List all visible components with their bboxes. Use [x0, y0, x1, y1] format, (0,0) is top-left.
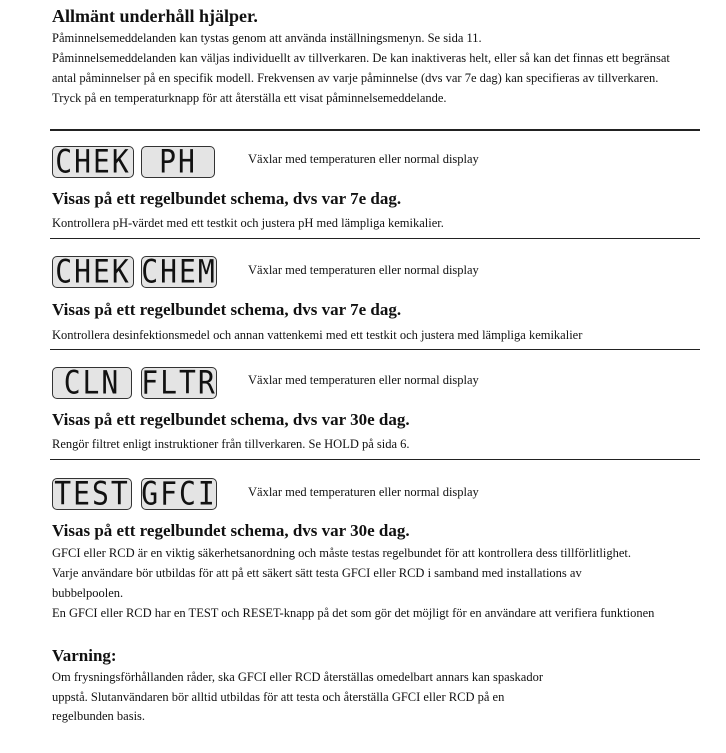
- lcd-display-right: CHEM: [141, 252, 217, 291]
- section-desc-line-2: Varje användare bör utbildas för att på ett säkert sätt testa GFCI eller RCD i samband med installations av: [52, 566, 582, 580]
- section-divider: [50, 129, 700, 131]
- intro-line-2: Påminnelsemeddelanden kan väljas individuellt av tillverkaren. De kan inaktiveras helt, eller så kan det finnas ett begränsat: [52, 51, 670, 65]
- page-title: Allmänt underhåll hjälper.: [52, 6, 258, 26]
- lcd-note: Växlar med temperaturen eller normal display: [248, 263, 479, 277]
- section-desc: Kontrollera pH-värdet med ett testkit och justera pH med lämpliga kemikalier.: [52, 216, 444, 230]
- section-desc-line-3: bubbelpoolen.: [52, 586, 124, 600]
- section-heading: Visas på ett regelbundet schema, dvs var 7e dag.: [52, 300, 402, 319]
- lcd-note: Växlar med temperaturen eller normal display: [248, 485, 479, 499]
- section-divider: [50, 238, 700, 239]
- section-heading: Visas på ett regelbundet schema, dvs var 30e dag.: [52, 410, 410, 429]
- section-desc: Rengör filtret enligt instruktioner från tillverkaren. Se HOLD på sida 6.: [52, 437, 410, 451]
- warning-line-2: uppstå. Slutanvändaren bör alltid utbildas för att testa och återställa GFCI eller RCD på en: [52, 690, 505, 704]
- lcd-note: Växlar med temperaturen eller normal display: [248, 373, 479, 387]
- lcd-display-right: GFCI: [141, 474, 217, 513]
- lcd-display-right: FLTR: [141, 363, 217, 402]
- lcd-note: Växlar med temperaturen eller normal display: [248, 152, 479, 166]
- lcd-display-left: CLN: [52, 367, 132, 399]
- section-desc: Kontrollera desinfektionsmedel och annan vattenkemi med ett testkit och justera med lämpliga kemikalier: [52, 328, 583, 342]
- intro-line-1: Påminnelsemeddelanden kan tystas genom att använda inställningsmenyn. Se sida 11.: [52, 31, 482, 45]
- section-divider: [50, 459, 700, 460]
- section-heading: Visas på ett regelbundet schema, dvs var 30e dag.: [52, 521, 410, 540]
- warning-line-3: regelbunden basis.: [52, 709, 146, 723]
- section-divider: [50, 349, 700, 350]
- intro-line-3: antal påminnelser på en specifik modell. Frekvensen av varje påminnelse (dvs var 7e dag) kan specifieras av tillverkaren.: [52, 71, 659, 85]
- section-desc-line-4: En GFCI eller RCD har en TEST och RESET-knapp på det som gör det möjligt för en användare att verifiera funktionen: [52, 606, 655, 620]
- lcd-display-left: CHEK: [52, 146, 134, 178]
- section-desc-line-1: GFCI eller RCD är en viktig säkerhetsanordning och måste testas regelbundet för att kontrollera dess tillförlitlighet.: [52, 546, 632, 560]
- lcd-display-right: PH: [141, 146, 215, 178]
- section-heading: Visas på ett regelbundet schema, dvs var 7e dag.: [52, 189, 402, 208]
- lcd-display-left: TEST: [52, 478, 132, 510]
- lcd-display-left: CHEK: [52, 256, 134, 288]
- warning-title: Varning:: [52, 646, 117, 665]
- warning-line-1: Om frysningsförhållanden råder, ska GFCI eller RCD återställas omedelbart annars kan spaskador: [52, 670, 544, 684]
- intro-line-4: Tryck på en temperaturknapp för att återställa ett visat påminnelsemeddelande.: [52, 91, 447, 105]
